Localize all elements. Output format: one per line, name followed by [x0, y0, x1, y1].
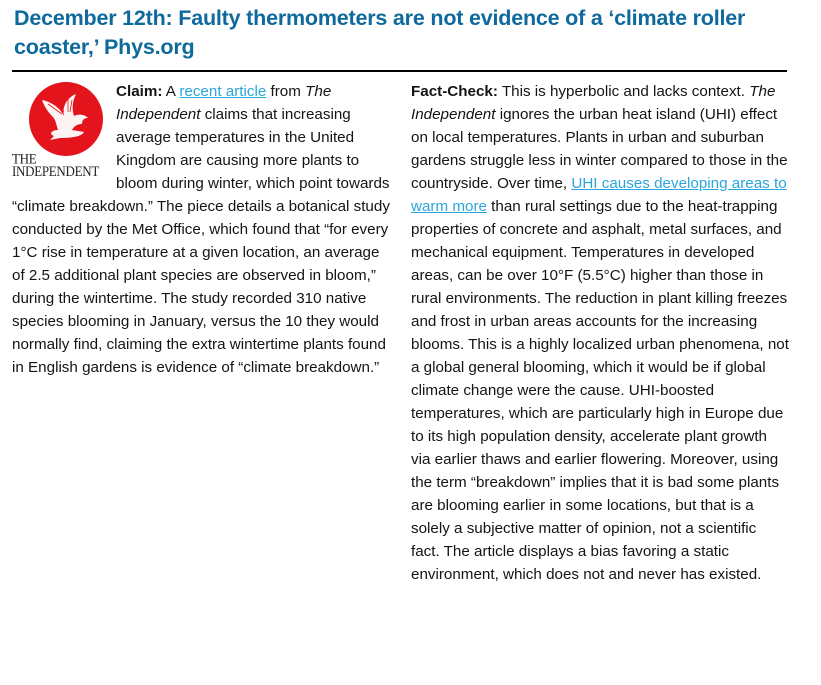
uhi-warming-link[interactable]: UHI causes developing areas to warm more	[411, 175, 787, 215]
claim-label: Claim:	[116, 83, 163, 100]
claim-text: Claim: A recent article from The Independent claims that increasing average temperatures in the United Kingdom are causing more plants to bloom during winter, which point towards “climate breakdown.” The piece details a botanical study conducted by the Met Office, which found that “for every 1°C rise in temperature at a given location, an average of 2.5 additional plant species are observed in bloom,” during the wintertime. The study recorded 310 native species blooming in January, versus the 10 they would normally find, claiming the extra wintertime plants found in English gardens is evidence of “climate breakdown.”	[12, 83, 390, 376]
claim-section	[12, 80, 390, 379]
factcheck-text: Fact-Check: This is hyperbolic and lacks context. The Independent ignores the urban heat island (UHI) effect on local temperatures. Plants in urban and suburban gardens struggle less in winter compared to those in the countryside. Over time, UHI causes developing areas to warm more than rural settings due to the heat-trapping properties of concrete and asphalt, metal surfaces, and mechanical equipment. Temperatures in developed areas, can be over 10°F (5.5°C) higher than those in rural environments. The reduction in plant killing freezes and frost in urban areas accounts for the increasing blooms. This is a highly localized urban phenomena, not a global general blooming, which it would be if global climate change were the cause. UHI-boosted temperatures, which are particularly high in Europe due to its high population density, accelerate plant growth via earlier thaws and earlier flowering. Moreover, using the term “breakdown” implies that it is bad some plants are blooming earlier in some locations, but that is a solely a subjective matter of opinion, not a scientific fact. The article displays a bias favoring a static environment, which does not and never has existed.	[411, 83, 789, 583]
logo-wordmark: THE INDEPENDENT	[12, 149, 99, 180]
eagle-icon	[38, 90, 94, 146]
recent-article-link[interactable]: recent article	[179, 83, 267, 100]
factcheck-label: Fact-Check:	[411, 83, 498, 100]
title-divider	[12, 70, 787, 72]
independent-logo	[12, 82, 110, 178]
factcheck-section	[411, 80, 789, 586]
page-title: December 12th: Faulty thermometers are not evidence of a ‘climate roller coaster,’ Phys.org	[14, 6, 746, 59]
